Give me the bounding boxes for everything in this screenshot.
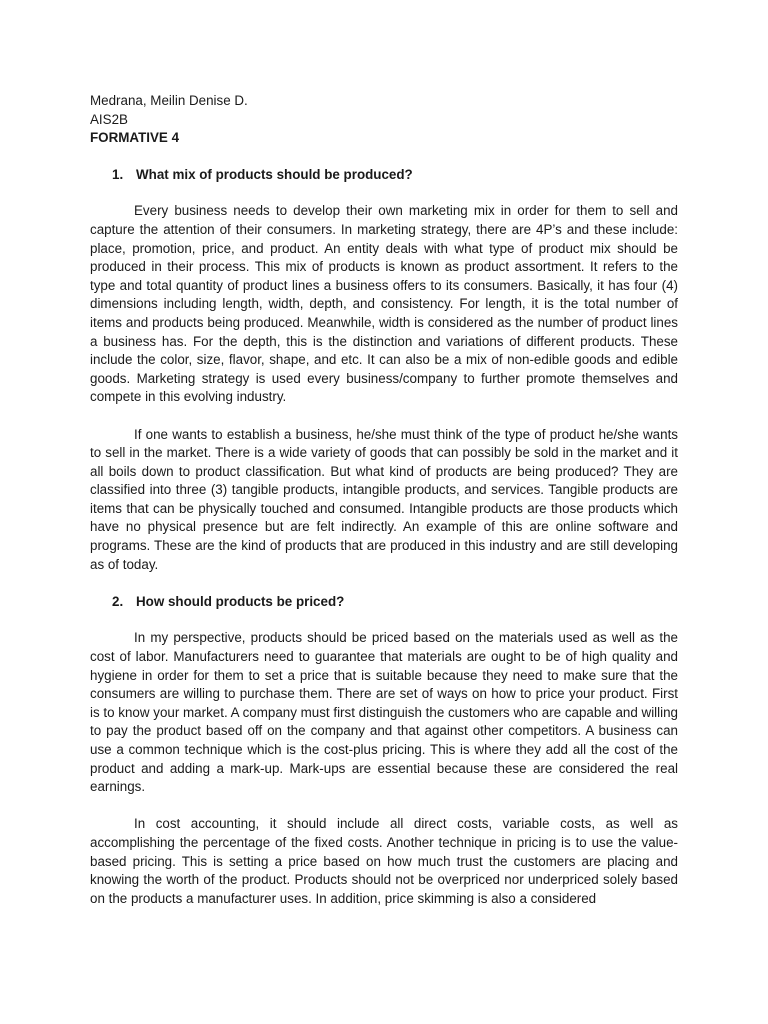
question-number: 2.: [112, 593, 124, 609]
question-text: What mix of products should be produced?: [136, 166, 413, 182]
paragraph: In cost accounting, it should include all direct costs, variable costs, as well as accomplishing the percentage of the fixed costs. Another technique in pricing is to use the value-based pricing. This is setting a price based on how much trust the customers are placing and knowing the worth of the product. Products should not be overpriced nor underpriced solely based on the products a manufacturer uses. In addition, price skimming is also a considered: [90, 816, 678, 906]
paragraph: Every business needs to develop their own marketing mix in order for them to sell and capture the attention of their consumers. In marketing strategy, there are 4P’s and these include: place, promotion, price, and product. An entity deals with what type of product mix should be produced in their process. This mix of products is known as product assortment. It refers to the type and total quantity of product lines a business offers to its consumers. Basically, it has four (4) dimensions including length, width, depth, and consistency. For length, it is the total number of items and products being produced. Meanwhile, width is considered as the number of product lines a business has. For the depth, this is the distinction and variations of different products. These include the color, size, flavor, shape, and etc. It can also be a mix of non-edible goods and edible goods. Marketing strategy is used every business/company to further promote themselves and compete in this evolving industry.: [90, 203, 678, 405]
paragraph: If one wants to establish a business, he/she must think of the type of product he/she wants to sell in the market. There is a wide variety of goods that can possibly be sold in the market and it all boils down to product classification. But what kind of products are being produced? They are classified into three (3) tangible products, intangible products, and services. Tangible products are items that can be physically touched and consumed. Intangible products are those products which have no physical presence but are felt indirectly. An example of this are online software and programs. These are the kind of products that are produced in this industry and are still developing as of today.: [90, 426, 678, 572]
section-code: AIS2B: [90, 111, 128, 127]
author-name: Medrana, Meilin Denise D.: [90, 93, 248, 108]
question-heading-2: [90, 593, 678, 612]
question-text: How should products be priced?: [136, 593, 345, 609]
question-heading-1: [90, 166, 678, 185]
document-title: FORMATIVE 4: [90, 130, 180, 146]
paragraph: In my perspective, products should be priced based on the materials used as well as the cost of labor. Manufacturers need to guarantee that materials are ought to be of high quality and hygiene in order for them to set a price that is suitable because they need to make sure that the consumers are willing to purchase them. There are set of ways on how to price your product. First is to know your market. A company must first distinguish the customers who are capable and willing to pay the product based off on the company and that against other competitors. A business can use a common technique which is the cost-plus pricing. This is where they add all the cost of the product and adding a mark-up. Mark-ups are essential because these are considered the real earnings.: [90, 630, 678, 795]
question-number: 1.: [112, 166, 124, 182]
document-content: [90, 92, 678, 908]
